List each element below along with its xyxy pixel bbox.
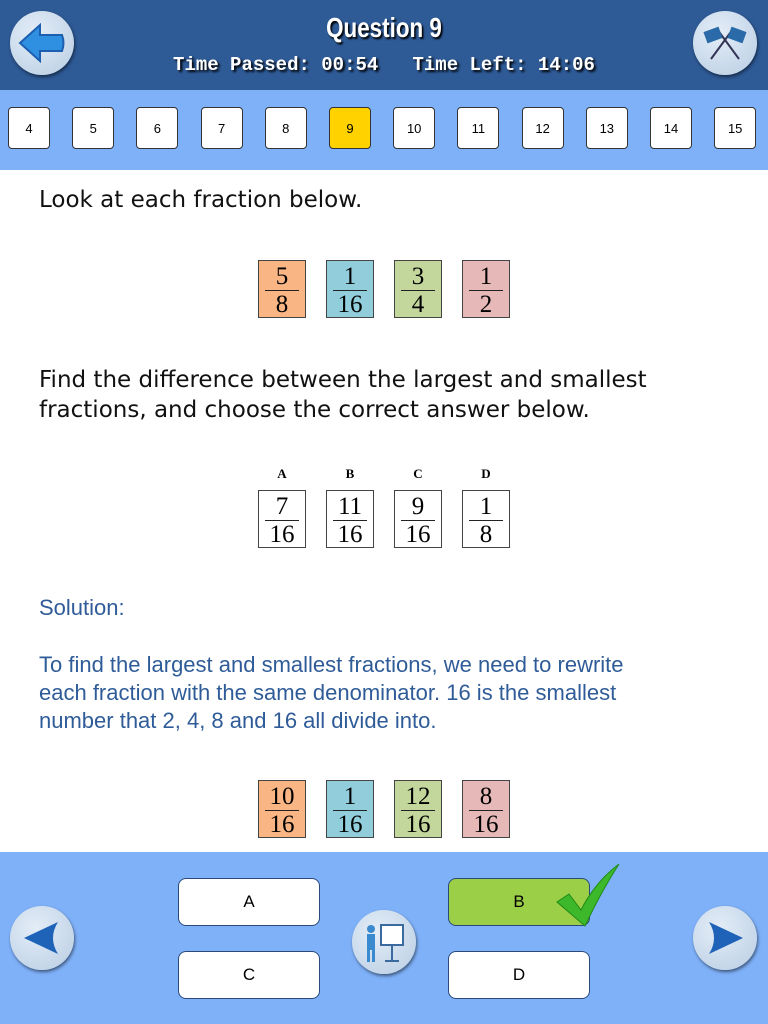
answer-label: A: [243, 892, 255, 911]
answer-bar: [0, 852, 768, 1024]
question-button-13[interactable]: 13: [586, 107, 628, 149]
solution-title: Solution:: [39, 595, 125, 620]
denominator: 4: [411, 291, 425, 318]
time-passed: Time Passed: 00:54: [173, 54, 379, 76]
question-button-5[interactable]: 5: [72, 107, 114, 149]
question-line-2: fractions, and choose the correct answer below.: [39, 397, 590, 423]
fraction-box: [394, 260, 442, 318]
option-label: B: [345, 466, 355, 481]
numerator: 10: [265, 784, 299, 811]
page-title: Question 9: [326, 12, 442, 43]
question-nav: [0, 90, 768, 170]
option-label: C: [413, 466, 423, 481]
checkered-flags-icon: [703, 25, 747, 61]
denominator: 8: [275, 291, 289, 318]
next-arrow-icon: [705, 920, 745, 956]
numerator: 1: [469, 264, 503, 291]
fraction-box: [394, 780, 442, 838]
header: [0, 0, 768, 90]
option-label: A: [277, 466, 287, 481]
answer-label: C: [242, 965, 256, 984]
answer-label: B: [513, 892, 525, 911]
question-line-1: Find the difference between the largest and smallest: [39, 367, 647, 393]
help-button[interactable]: [352, 910, 416, 974]
numerator: 9: [401, 494, 435, 521]
option-fraction: [394, 490, 442, 548]
question-button-10[interactable]: 10: [393, 107, 435, 149]
numerator: 1: [469, 494, 503, 521]
question-button-6[interactable]: 6: [136, 107, 178, 149]
solution-line-1: To find the largest and smallest fractions, we need to rewrite: [39, 652, 624, 677]
denominator: 16: [473, 811, 499, 838]
fraction-box: [326, 260, 374, 318]
denominator: 8: [479, 521, 493, 548]
solution-line-2: each fraction with the same denominator. 16 is the smallest: [39, 680, 617, 705]
teacher-presentation-icon: [361, 919, 407, 965]
fraction-box: [258, 260, 306, 318]
denominator: 16: [405, 521, 431, 548]
finish-button[interactable]: [693, 11, 757, 75]
next-button[interactable]: [693, 906, 757, 970]
option-fraction: [326, 490, 374, 548]
question-button-14[interactable]: 14: [650, 107, 692, 149]
option-fraction: [462, 490, 510, 548]
question-button-7[interactable]: 7: [201, 107, 243, 149]
numerator: 11: [333, 494, 367, 521]
answer-button-c[interactable]: [178, 951, 320, 999]
answer-label: D: [512, 965, 526, 984]
denominator: 16: [269, 521, 295, 548]
question-button-9[interactable]: 9: [329, 107, 371, 149]
question-button-12[interactable]: 12: [522, 107, 564, 149]
numerator: 1: [333, 264, 367, 291]
option-fraction: [258, 490, 306, 548]
solution-line-3: number that 2, 4, 8 and 16 all divide into.: [39, 708, 437, 733]
numerator: 1: [333, 784, 367, 811]
numerator: 8: [469, 784, 503, 811]
denominator: 16: [405, 811, 431, 838]
answer-button-d[interactable]: [448, 951, 590, 999]
fraction-box: [258, 780, 306, 838]
question-button-11[interactable]: 11: [457, 107, 499, 149]
question-button-15[interactable]: 15: [714, 107, 756, 149]
answer-button-a[interactable]: [178, 878, 320, 926]
numerator: 7: [265, 494, 299, 521]
option-label: D: [481, 466, 491, 481]
denominator: 16: [337, 811, 363, 838]
checkmark-icon: [555, 862, 623, 928]
numerator: 5: [265, 264, 299, 291]
numerator: 12: [401, 784, 435, 811]
fraction-box: [462, 780, 510, 838]
prev-button[interactable]: [10, 906, 74, 970]
intro-text: Look at each fraction below.: [39, 187, 363, 213]
numerator: 3: [401, 264, 435, 291]
denominator: 16: [337, 291, 363, 318]
time-left: Time Left: 14:06: [412, 54, 595, 76]
denominator: 16: [337, 521, 363, 548]
question-button-8[interactable]: 8: [265, 107, 307, 149]
fraction-box: [462, 260, 510, 318]
question-button-4[interactable]: 4: [8, 107, 50, 149]
timers: [0, 54, 768, 76]
denominator: 2: [479, 291, 493, 318]
prev-arrow-icon: [22, 920, 62, 956]
denominator: 16: [269, 811, 295, 838]
fraction-box: [326, 780, 374, 838]
